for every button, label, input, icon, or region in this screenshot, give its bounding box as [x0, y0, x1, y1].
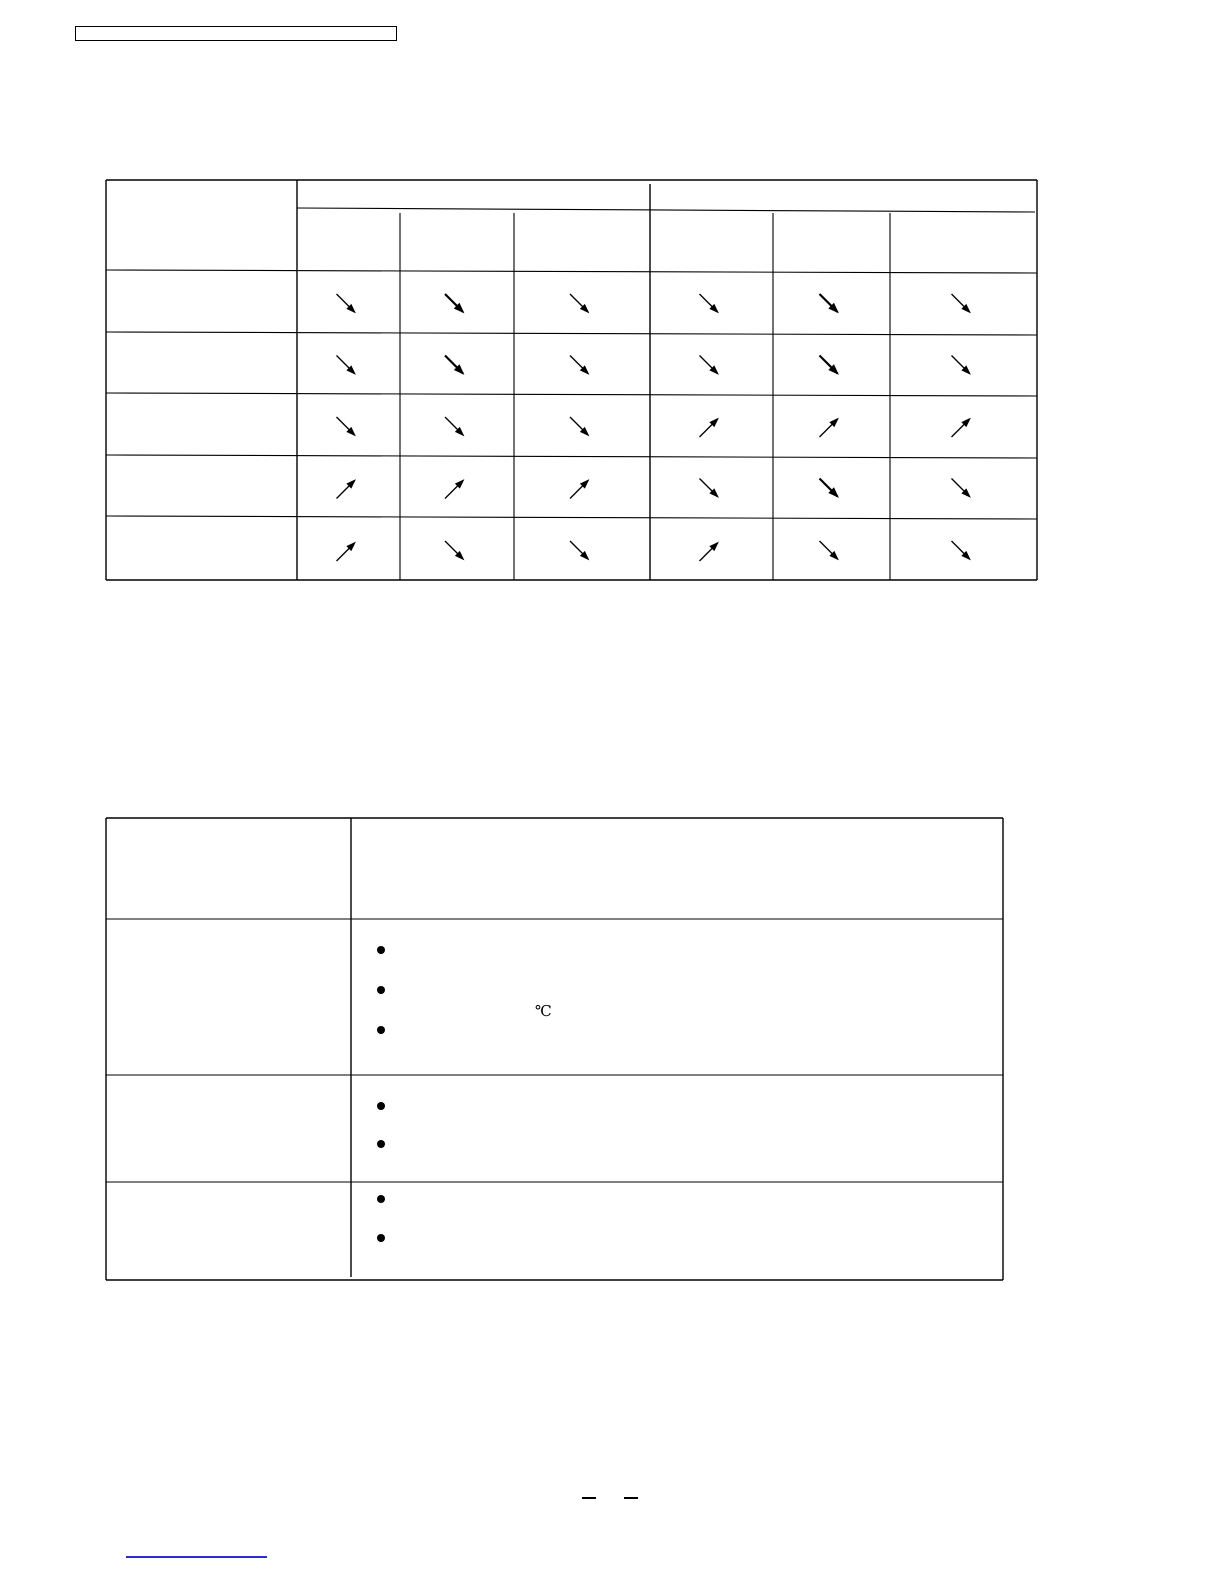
arrow-r1-c6 — [952, 294, 971, 313]
group-header-underline — [297, 208, 1035, 212]
bullet-r4-2 — [377, 1234, 385, 1242]
arrow-r3-c6 — [952, 418, 971, 437]
row-divider-4 — [106, 455, 1037, 458]
arrow-r5-c3 — [570, 541, 589, 560]
page-number-dash-left — [582, 1497, 596, 1499]
row-divider-1 — [106, 270, 1037, 273]
arrow-r4-c6 — [952, 479, 971, 498]
page-number-dash-right — [624, 1497, 638, 1499]
arrow-r4-c5 — [820, 479, 839, 498]
arrow-r3-c3 — [570, 417, 589, 436]
arrow-r1-c5 — [820, 294, 839, 313]
arrow-r2-c4 — [700, 356, 719, 375]
arrow-r1-c4 — [700, 294, 719, 313]
arrow-r1-c1 — [337, 294, 356, 313]
bullet-r4-1 — [377, 1195, 385, 1203]
arrow-r2-c5 — [820, 356, 839, 375]
row-divider-2 — [106, 332, 1037, 335]
arrow-r1-c3 — [570, 294, 589, 313]
arrow-r3-c4 — [700, 418, 719, 437]
bullet-r3-2 — [377, 1140, 385, 1148]
arrow-r3-c5 — [820, 418, 839, 437]
arrow-r5-c4 — [700, 542, 719, 561]
arrow-r4-c4 — [700, 479, 719, 498]
arrow-r1-c2 — [445, 294, 464, 313]
arrow-r2-c6 — [952, 356, 971, 375]
arrow-r4-c2 — [445, 479, 464, 498]
arrow-r2-c3 — [570, 356, 589, 375]
arrow-r5-c2 — [445, 541, 464, 560]
arrow-r4-c1 — [337, 479, 356, 498]
row-divider-3 — [106, 393, 1037, 396]
arrow-r2-c2 — [445, 356, 464, 375]
bullet-r3-1 — [377, 1102, 385, 1110]
degree-symbol: ℃ — [535, 1002, 552, 1020]
bullet-r2-1 — [377, 946, 385, 954]
arrow-r5-c5 — [820, 541, 839, 560]
row-divider-5 — [106, 516, 1037, 519]
arrow-r3-c1 — [337, 417, 356, 436]
arrow-r5-c1 — [337, 542, 356, 561]
arrow-r4-c3 — [570, 479, 589, 498]
bullet-r2-3 — [377, 1026, 385, 1034]
bullet-r2-2 — [377, 986, 385, 994]
arrow-r3-c2 — [445, 417, 464, 436]
arrow-r5-c6 — [952, 541, 971, 560]
footer-link[interactable] — [126, 1556, 267, 1558]
arrow-r2-c1 — [337, 356, 356, 375]
